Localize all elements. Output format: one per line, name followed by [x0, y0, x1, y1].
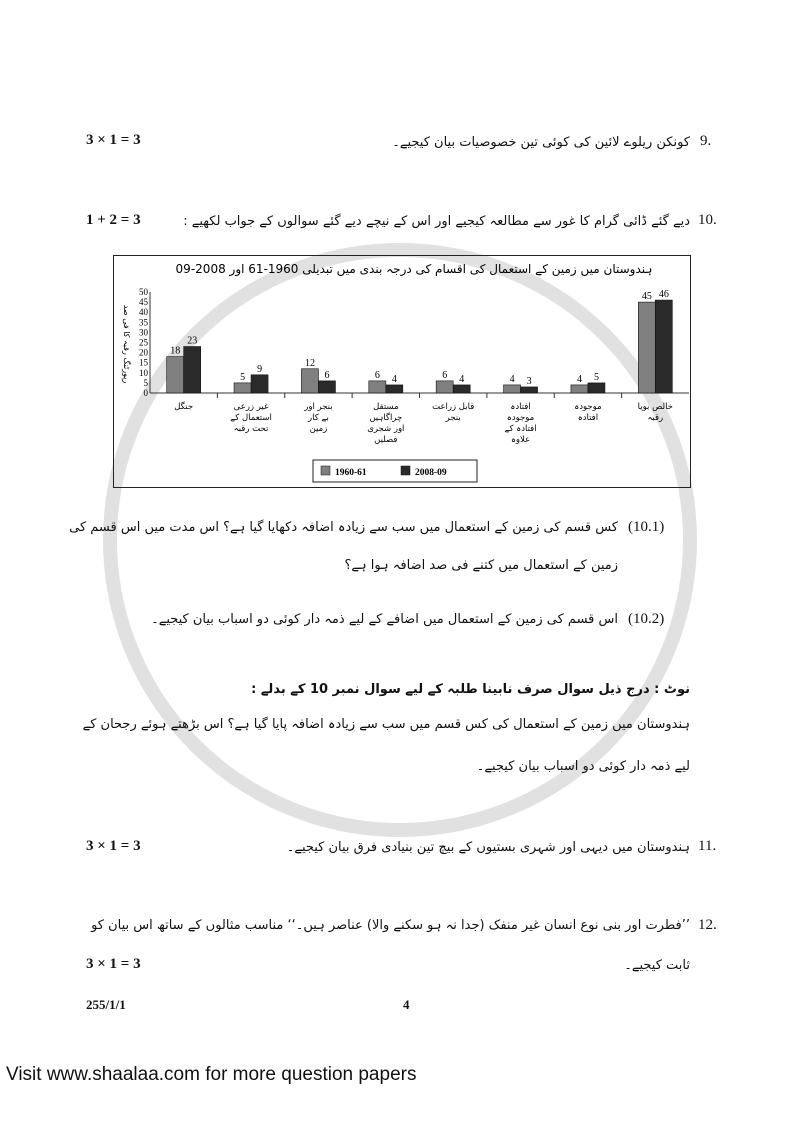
x-category-label: تحت رقبہ [233, 424, 269, 434]
bar-value-label: 4 [509, 373, 515, 385]
y-tick-label: 45 [139, 297, 148, 308]
x-category-label: بنجر اور [304, 402, 333, 412]
y-tick-label: 5 [143, 377, 148, 388]
q12-marks: 3 × 1 = 3 [86, 956, 141, 972]
q12-line2: ثابت کیجیے۔ [624, 958, 690, 973]
bar-2008-09 [318, 381, 335, 393]
y-tick-label: 30 [139, 327, 148, 338]
bar-value-label: 5 [240, 371, 246, 383]
x-category-label: استعمال کے [230, 413, 272, 423]
bar-value-label: 46 [658, 289, 669, 301]
q10-2-number: (10.2) [628, 611, 665, 627]
x-category-label: افتادہ [510, 402, 531, 412]
x-category-label: فصلیں [374, 435, 398, 445]
page-number: 4 [403, 997, 410, 1012]
x-category-label: رقبہ [647, 413, 664, 423]
bar-value-label: 3 [526, 375, 532, 387]
note-line1: ہندوستان میں زمین کے استعمال کی کس قسم میں سب سے زیادہ اضافہ پایا گیا ہے؟ اس بڑھتے ہوئے رجحان کے [82, 717, 690, 732]
x-category-label: چراگاہیں [369, 413, 403, 423]
note-line2: لیے ذمہ دار کوئی دو اسباب بیان کیجیے۔ [476, 759, 690, 774]
paper-code: 255/1/1 [86, 997, 126, 1012]
q10-2-text: اس قسم کی زمین کے استعمال میں اضافے کے لیے ذمہ دار کوئی دو اسباب بیان کیجیے۔ [151, 612, 618, 627]
bar-2008-09 [521, 387, 538, 393]
x-category-label: موجودہ [574, 402, 602, 412]
legend-label: 2008-09 [415, 468, 447, 478]
bar-2008-09 [588, 383, 605, 393]
bar-2008-09 [251, 375, 268, 393]
y-tick-label: 40 [139, 307, 148, 318]
q9-text: کونکن ریلوے لائین کی کوئی تین خصوصیات بیان کیجیے۔ [392, 135, 690, 150]
bar-value-label: 5 [593, 371, 599, 383]
bar-value-label: 4 [391, 373, 397, 385]
x-category-label: علاوہ [510, 435, 531, 445]
x-category-label: خالص بویا [637, 402, 673, 412]
q11-number: 11. [698, 838, 717, 854]
chart-title: ہندوستان میں زمین کے استعمال کی اقسام کی درجہ بندی میں تبدیلی 1960-61 اور 2008-09 [175, 262, 653, 276]
q9-marks: 3 × 1 = 3 [86, 132, 141, 148]
bar-1960-61 [638, 302, 655, 393]
bar-1960-61 [301, 369, 318, 393]
q9-number: 9. [700, 133, 712, 149]
note-body [60, 715, 690, 777]
bar-1960-61 [234, 383, 251, 393]
promo-footer: Visit www.shaalaa.com for more question papers [6, 1064, 417, 1085]
x-category-label: مستقل [373, 402, 399, 412]
x-category-label: موجودہ [506, 413, 535, 423]
legend-swatch [401, 466, 410, 475]
bar-1960-61 [369, 381, 386, 393]
q10-1-line1: کس قسم کی زمین کے استعمال میں سب سے زیادہ اضافہ دکھایا گیا ہے؟ اس مدت میں اس قسم کی [69, 520, 618, 535]
bar-value-label: 6 [442, 369, 448, 381]
y-tick-label: 50 [139, 287, 148, 297]
chart-svg [114, 256, 689, 486]
q10-1-line2: زمین کے استعمال میں کتنے فی صد اضافہ ہوا ہے؟ [344, 558, 618, 573]
bar-value-label: 4 [459, 373, 465, 385]
bar-value-label: 6 [324, 369, 330, 381]
y-tick-label: 35 [139, 317, 148, 328]
x-category-label: افتادہ [577, 413, 599, 423]
x-category-label: قابل زراعت [432, 402, 475, 412]
bar-1960-61 [571, 385, 588, 393]
q10-number: 10. [698, 212, 717, 228]
bar-2008-09 [453, 385, 470, 393]
bar-value-label: 18 [170, 345, 181, 357]
x-category-label: زمین [309, 424, 328, 434]
q12-number: 12. [698, 917, 717, 933]
x-category-label: افتادہ کے [504, 424, 537, 434]
q12-line1: ’’فطرت اور بنی نوع انسان غیر منفک (جدا نہ ہو سکنے والا) عناصر ہیں۔‘‘ مناسب مثالوں کے ساتھ اس بیان کو [91, 918, 690, 933]
q10-1-number: (10.1) [628, 519, 665, 535]
bar-2008-09 [386, 385, 403, 393]
bar-value-label: 12 [304, 357, 315, 369]
q11-text: ہندوستان میں دیہی اور شہری بستیوں کے بیچ تین بنیادی فرق بیان کیجیے۔ [286, 840, 690, 855]
bar-value-label: 6 [374, 369, 380, 381]
y-tick-label: 10 [139, 367, 148, 378]
bar-1960-61 [167, 357, 184, 393]
y-tick-label: 15 [139, 357, 148, 368]
land-use-chart [113, 255, 691, 488]
q10-text: دیے گئے ڈائی گرام کا غور سے مطالعہ کیجیے اور اس کے نیچے دیے گئے سوالوں کے جواب لکھیے : [183, 214, 690, 229]
q11-marks: 3 × 1 = 3 [86, 838, 141, 854]
note-heading: نوٹ : درج ذیل سوال صرف نابینا طلبہ کے لیے سوال نمبر 10 کے بدلے : [251, 682, 690, 697]
y-axis-label: رپورٹنگ رقبہ کا فی صد [122, 304, 131, 384]
bar-2008-09 [184, 347, 201, 393]
bar-value-label: 45 [641, 291, 652, 303]
x-category-label: بے کار [308, 413, 329, 423]
bar-1960-61 [436, 381, 453, 393]
bar-2008-09 [655, 300, 672, 393]
y-tick-label: 20 [139, 347, 148, 358]
bar-value-label: 4 [576, 373, 582, 385]
q10-1-text [60, 518, 618, 576]
bar-1960-61 [504, 385, 521, 393]
x-category-label: غیر زرعی [233, 402, 269, 412]
q10-marks: 1 + 2 = 3 [86, 212, 141, 228]
bar-value-label: 23 [187, 335, 198, 347]
y-tick-label: 25 [139, 337, 148, 348]
q12-text [60, 916, 690, 976]
x-category-label: جنگل [174, 402, 194, 412]
legend-swatch [321, 466, 330, 475]
x-category-label: بنجر [445, 413, 461, 423]
y-tick-label: 0 [143, 388, 148, 398]
x-category-label: اور شجری [367, 424, 405, 434]
legend-label: 1960-61 [335, 468, 367, 478]
bar-value-label: 9 [257, 363, 263, 375]
